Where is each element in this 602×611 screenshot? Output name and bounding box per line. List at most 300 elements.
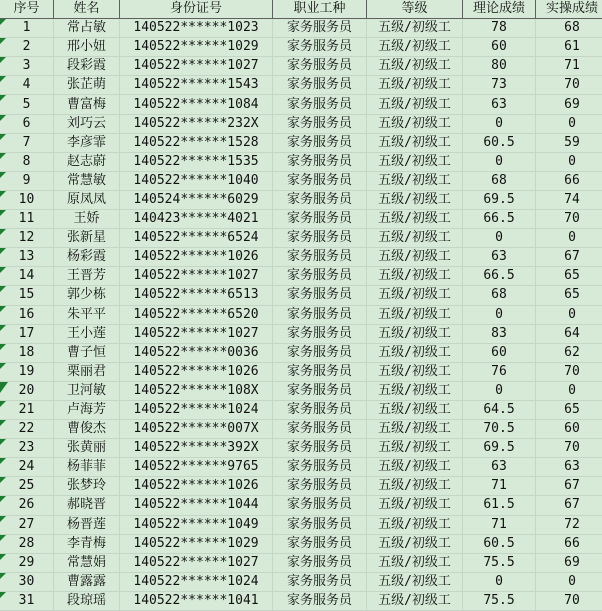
error-indicator-triangle-icon bbox=[0, 516, 6, 522]
serial-cell[interactable] bbox=[0, 553, 54, 572]
practical-score-cell[interactable]: 0 bbox=[536, 305, 602, 324]
level-cell[interactable]: 五级/初级工 bbox=[367, 152, 463, 171]
occupation-cell[interactable]: 家务服务员 bbox=[273, 267, 367, 286]
occupation-cell[interactable]: 家务服务员 bbox=[273, 400, 367, 419]
theory-score-cell[interactable]: 66.5 bbox=[463, 210, 536, 229]
serial-text: 29 bbox=[19, 555, 35, 570]
level-cell[interactable]: 五级/初级工 bbox=[367, 553, 463, 572]
serial-text: 4 bbox=[23, 77, 31, 92]
serial-cell[interactable] bbox=[0, 572, 54, 591]
table-row bbox=[0, 76, 602, 95]
theory-score-cell[interactable]: 66.5 bbox=[463, 267, 536, 286]
table-row bbox=[0, 190, 602, 209]
level-cell[interactable]: 五级/初级工 bbox=[367, 133, 463, 152]
serial-cell[interactable] bbox=[0, 133, 54, 152]
table-row bbox=[0, 400, 602, 419]
serial-cell[interactable] bbox=[0, 381, 54, 400]
practical-score-cell[interactable]: 0 bbox=[536, 114, 602, 133]
serial-text: 12 bbox=[19, 230, 35, 245]
serial-cell[interactable] bbox=[0, 190, 54, 209]
error-indicator-triangle-icon bbox=[0, 420, 6, 426]
level-cell[interactable]: 五级/初级工 bbox=[367, 210, 463, 229]
theory-score-cell[interactable]: 75.5 bbox=[463, 591, 536, 610]
occupation-cell[interactable]: 家务服务员 bbox=[273, 76, 367, 95]
name-cell[interactable]: 曹俊杰 bbox=[54, 420, 120, 439]
occupation-cell[interactable]: 家务服务员 bbox=[273, 362, 367, 381]
serial-cell[interactable] bbox=[0, 286, 54, 305]
serial-cell[interactable] bbox=[0, 477, 54, 496]
practical-score-cell[interactable]: 67 bbox=[536, 496, 602, 515]
table-row bbox=[0, 381, 602, 400]
theory-score-cell[interactable]: 80 bbox=[463, 57, 536, 76]
theory-score-cell[interactable]: 69.5 bbox=[463, 190, 536, 209]
name-cell[interactable]: 郭少栋 bbox=[54, 286, 120, 305]
level-cell[interactable]: 五级/初级工 bbox=[367, 439, 463, 458]
level-cell[interactable]: 五级/初级工 bbox=[367, 362, 463, 381]
theory-score-cell[interactable]: 71 bbox=[463, 477, 536, 496]
serial-cell[interactable] bbox=[0, 152, 54, 171]
serial-cell[interactable] bbox=[0, 534, 54, 553]
level-cell[interactable]: 五级/初级工 bbox=[367, 400, 463, 419]
table-row bbox=[0, 38, 602, 57]
theory-score-cell[interactable]: 63 bbox=[463, 95, 536, 114]
practical-score-cell[interactable]: 60 bbox=[536, 420, 602, 439]
practical-score-cell[interactable]: 0 bbox=[536, 229, 602, 248]
id-number-cell[interactable]: 140522******1535 bbox=[120, 152, 273, 171]
theory-score-cell[interactable]: 70.5 bbox=[463, 420, 536, 439]
theory-score-cell[interactable]: 75.5 bbox=[463, 553, 536, 572]
theory-score-cell[interactable]: 60.5 bbox=[463, 534, 536, 553]
practical-score-cell[interactable]: 67 bbox=[536, 477, 602, 496]
id-number-cell[interactable]: 140522******007X bbox=[120, 420, 273, 439]
column-header-theory-score[interactable]: 理论成绩 bbox=[463, 0, 536, 19]
occupation-cell[interactable]: 家务服务员 bbox=[273, 458, 367, 477]
serial-text: 16 bbox=[19, 307, 35, 322]
column-header-id-number[interactable]: 身份证号 bbox=[120, 0, 273, 19]
occupation-cell[interactable]: 家务服务员 bbox=[273, 248, 367, 267]
id-number-cell[interactable]: 140522******1084 bbox=[120, 95, 273, 114]
error-indicator-triangle-icon bbox=[0, 286, 6, 292]
name-cell[interactable]: 王娇 bbox=[54, 210, 120, 229]
practical-score-cell[interactable]: 70 bbox=[536, 591, 602, 610]
id-number-cell[interactable]: 140522******6513 bbox=[120, 286, 273, 305]
occupation-cell[interactable]: 家务服务员 bbox=[273, 114, 367, 133]
serial-text: 11 bbox=[19, 211, 35, 226]
serial-text: 7 bbox=[23, 135, 31, 150]
level-cell[interactable]: 五级/初级工 bbox=[367, 496, 463, 515]
name-cell[interactable]: 曹露露 bbox=[54, 572, 120, 591]
name-cell[interactable]: 杨彩霞 bbox=[54, 248, 120, 267]
table-row bbox=[0, 439, 602, 458]
name-cell[interactable]: 杨菲菲 bbox=[54, 458, 120, 477]
practical-score-cell[interactable]: 66 bbox=[536, 534, 602, 553]
theory-score-cell[interactable]: 69.5 bbox=[463, 439, 536, 458]
serial-text: 15 bbox=[19, 287, 35, 302]
practical-score-cell[interactable]: 69 bbox=[536, 553, 602, 572]
occupation-cell[interactable]: 家务服务员 bbox=[273, 57, 367, 76]
occupation-cell[interactable]: 家务服务员 bbox=[273, 19, 367, 38]
serial-cell[interactable] bbox=[0, 210, 54, 229]
occupation-cell[interactable]: 家务服务员 bbox=[273, 439, 367, 458]
level-cell[interactable]: 五级/初级工 bbox=[367, 515, 463, 534]
serial-cell[interactable] bbox=[0, 496, 54, 515]
serial-text: 18 bbox=[19, 345, 35, 360]
serial-cell[interactable] bbox=[0, 305, 54, 324]
name-cell[interactable]: 李彦霏 bbox=[54, 133, 120, 152]
practical-score-cell[interactable]: 71 bbox=[536, 57, 602, 76]
serial-cell[interactable] bbox=[0, 248, 54, 267]
practical-score-cell[interactable]: 0 bbox=[536, 572, 602, 591]
serial-text: 3 bbox=[23, 58, 31, 73]
serial-text: 2 bbox=[23, 39, 31, 54]
level-cell[interactable]: 五级/初级工 bbox=[367, 572, 463, 591]
practical-score-cell[interactable]: 74 bbox=[536, 190, 602, 209]
occupation-cell[interactable]: 家务服务员 bbox=[273, 229, 367, 248]
occupation-cell[interactable]: 家务服务员 bbox=[273, 95, 367, 114]
theory-score-cell[interactable]: 0 bbox=[463, 305, 536, 324]
practical-score-cell[interactable]: 69 bbox=[536, 95, 602, 114]
name-cell[interactable]: 常慧娟 bbox=[54, 553, 120, 572]
header-row bbox=[0, 0, 602, 19]
level-cell[interactable]: 五级/初级工 bbox=[367, 267, 463, 286]
theory-score-cell[interactable]: 71 bbox=[463, 515, 536, 534]
id-number-cell[interactable]: 140522******9765 bbox=[120, 458, 273, 477]
name-cell[interactable]: 原凤凤 bbox=[54, 190, 120, 209]
theory-score-cell[interactable]: 0 bbox=[463, 114, 536, 133]
id-number-cell[interactable]: 140522******1026 bbox=[120, 248, 273, 267]
id-number-cell[interactable]: 140522******1044 bbox=[120, 496, 273, 515]
name-cell[interactable]: 张新星 bbox=[54, 229, 120, 248]
column-header-occupation[interactable]: 职业工种 bbox=[273, 0, 367, 19]
occupation-cell[interactable]: 家务服务员 bbox=[273, 477, 367, 496]
level-cell[interactable]: 五级/初级工 bbox=[367, 171, 463, 190]
theory-score-cell[interactable]: 63 bbox=[463, 248, 536, 267]
name-cell[interactable]: 王晋芳 bbox=[54, 267, 120, 286]
practical-score-cell[interactable]: 72 bbox=[536, 515, 602, 534]
practical-score-cell[interactable]: 68 bbox=[536, 19, 602, 38]
error-indicator-triangle-icon bbox=[0, 19, 6, 25]
theory-score-cell[interactable]: 78 bbox=[463, 19, 536, 38]
serial-text: 5 bbox=[23, 97, 31, 112]
name-cell[interactable]: 李青梅 bbox=[54, 534, 120, 553]
error-indicator-triangle-icon bbox=[0, 496, 6, 502]
error-indicator-triangle-icon bbox=[0, 38, 6, 44]
occupation-cell[interactable]: 家务服务员 bbox=[273, 210, 367, 229]
theory-score-cell[interactable]: 0 bbox=[463, 381, 536, 400]
id-number-cell[interactable]: 140522******6524 bbox=[120, 229, 273, 248]
table-row bbox=[0, 267, 602, 286]
id-number-cell[interactable]: 140522******1026 bbox=[120, 477, 273, 496]
serial-cell[interactable] bbox=[0, 267, 54, 286]
level-cell[interactable]: 五级/初级工 bbox=[367, 324, 463, 343]
table-row bbox=[0, 229, 602, 248]
level-cell[interactable]: 五级/初级工 bbox=[367, 76, 463, 95]
occupation-cell[interactable]: 家务服务员 bbox=[273, 381, 367, 400]
practical-score-cell[interactable]: 65 bbox=[536, 286, 602, 305]
practical-score-cell[interactable]: 70 bbox=[536, 210, 602, 229]
table-row bbox=[0, 591, 602, 610]
level-cell[interactable]: 五级/初级工 bbox=[367, 38, 463, 57]
practical-score-cell[interactable]: 67 bbox=[536, 248, 602, 267]
practical-score-cell[interactable]: 65 bbox=[536, 267, 602, 286]
id-number-cell[interactable]: 140522******1041 bbox=[120, 591, 273, 610]
serial-cell[interactable] bbox=[0, 57, 54, 76]
error-indicator-triangle-icon bbox=[0, 344, 6, 350]
id-number-cell[interactable]: 140522******1027 bbox=[120, 324, 273, 343]
theory-score-cell[interactable]: 0 bbox=[463, 229, 536, 248]
name-cell[interactable]: 邢小妞 bbox=[54, 38, 120, 57]
error-indicator-triangle-icon bbox=[0, 535, 6, 541]
occupation-cell[interactable]: 家务服务员 bbox=[273, 286, 367, 305]
table-row bbox=[0, 324, 602, 343]
id-number-cell[interactable]: 140522******1027 bbox=[120, 267, 273, 286]
level-cell[interactable]: 五级/初级工 bbox=[367, 229, 463, 248]
name-cell[interactable]: 张黄丽 bbox=[54, 439, 120, 458]
name-cell[interactable]: 常占敏 bbox=[54, 19, 120, 38]
error-indicator-triangle-icon bbox=[0, 134, 6, 140]
name-cell[interactable]: 刘巧云 bbox=[54, 114, 120, 133]
occupation-cell[interactable]: 家务服务员 bbox=[273, 190, 367, 209]
occupation-cell[interactable]: 家务服务员 bbox=[273, 133, 367, 152]
table-row bbox=[0, 57, 602, 76]
error-indicator-triangle-icon bbox=[0, 76, 6, 82]
id-number-cell[interactable]: 140522******1024 bbox=[120, 572, 273, 591]
id-number-cell[interactable]: 140522******1027 bbox=[120, 57, 273, 76]
theory-score-cell[interactable]: 83 bbox=[463, 324, 536, 343]
serial-cell[interactable] bbox=[0, 19, 54, 38]
serial-text: 24 bbox=[19, 459, 35, 474]
id-number-cell[interactable]: 140524******6029 bbox=[120, 190, 273, 209]
level-cell[interactable]: 五级/初级工 bbox=[367, 19, 463, 38]
occupation-cell[interactable]: 家务服务员 bbox=[273, 324, 367, 343]
id-number-cell[interactable]: 140522******1029 bbox=[120, 534, 273, 553]
id-number-cell[interactable]: 140423******4021 bbox=[120, 210, 273, 229]
serial-cell[interactable] bbox=[0, 76, 54, 95]
practical-score-cell[interactable]: 0 bbox=[536, 381, 602, 400]
level-cell[interactable]: 五级/初级工 bbox=[367, 381, 463, 400]
error-indicator-triangle-icon bbox=[0, 554, 6, 560]
table-row bbox=[0, 553, 602, 572]
id-number-cell[interactable]: 140522******1023 bbox=[120, 19, 273, 38]
serial-cell[interactable] bbox=[0, 95, 54, 114]
practical-score-cell[interactable]: 70 bbox=[536, 439, 602, 458]
error-indicator-triangle-icon bbox=[0, 458, 6, 464]
level-cell[interactable]: 五级/初级工 bbox=[367, 248, 463, 267]
level-cell[interactable]: 五级/初级工 bbox=[367, 343, 463, 362]
id-number-cell[interactable]: 140522******1543 bbox=[120, 76, 273, 95]
column-header-name[interactable]: 姓名 bbox=[54, 0, 120, 19]
table-body bbox=[0, 19, 602, 611]
serial-text: 19 bbox=[19, 364, 35, 379]
id-number-cell[interactable]: 140522******6520 bbox=[120, 305, 273, 324]
id-number-cell[interactable]: 140522******1029 bbox=[120, 38, 273, 57]
practical-score-cell[interactable]: 63 bbox=[536, 458, 602, 477]
table-row bbox=[0, 515, 602, 534]
theory-score-cell[interactable]: 68 bbox=[463, 171, 536, 190]
error-indicator-triangle-icon bbox=[0, 115, 6, 121]
table-row bbox=[0, 477, 602, 496]
error-indicator-triangle-icon bbox=[0, 172, 6, 178]
table-row bbox=[0, 114, 602, 133]
name-cell[interactable]: 张芷萌 bbox=[54, 76, 120, 95]
theory-score-cell[interactable]: 64.5 bbox=[463, 400, 536, 419]
level-cell[interactable]: 五级/初级工 bbox=[367, 534, 463, 553]
error-indicator-triangle-icon bbox=[0, 477, 6, 483]
occupation-cell[interactable]: 家务服务员 bbox=[273, 591, 367, 610]
table-row bbox=[0, 171, 602, 190]
column-header-serial[interactable]: 序号 bbox=[0, 0, 54, 19]
serial-cell[interactable] bbox=[0, 515, 54, 534]
name-cell[interactable]: 张梦玲 bbox=[54, 477, 120, 496]
table-row bbox=[0, 286, 602, 305]
occupation-cell[interactable]: 家务服务员 bbox=[273, 38, 367, 57]
error-indicator-triangle-icon bbox=[0, 592, 6, 598]
name-cell[interactable]: 栗丽君 bbox=[54, 362, 120, 381]
serial-cell[interactable] bbox=[0, 38, 54, 57]
serial-cell[interactable] bbox=[0, 229, 54, 248]
id-number-cell[interactable]: 140522******1027 bbox=[120, 553, 273, 572]
name-cell[interactable]: 卢海芳 bbox=[54, 400, 120, 419]
occupation-cell[interactable]: 家务服务员 bbox=[273, 572, 367, 591]
practical-score-cell[interactable]: 61 bbox=[536, 38, 602, 57]
occupation-cell[interactable]: 家务服务员 bbox=[273, 515, 367, 534]
serial-text: 20 bbox=[19, 383, 35, 398]
serial-cell[interactable] bbox=[0, 420, 54, 439]
error-indicator-triangle-icon bbox=[0, 439, 6, 445]
serial-cell[interactable] bbox=[0, 171, 54, 190]
occupation-cell[interactable]: 家务服务员 bbox=[273, 534, 367, 553]
level-cell[interactable]: 五级/初级工 bbox=[367, 95, 463, 114]
theory-score-cell[interactable]: 60.5 bbox=[463, 133, 536, 152]
theory-score-cell[interactable]: 0 bbox=[463, 572, 536, 591]
occupation-cell[interactable]: 家务服务员 bbox=[273, 343, 367, 362]
serial-cell[interactable] bbox=[0, 400, 54, 419]
name-cell[interactable]: 朱平平 bbox=[54, 305, 120, 324]
level-cell[interactable]: 五级/初级工 bbox=[367, 591, 463, 610]
serial-cell[interactable] bbox=[0, 343, 54, 362]
error-indicator-triangle-icon bbox=[0, 153, 6, 159]
serial-cell[interactable] bbox=[0, 324, 54, 343]
practical-score-cell[interactable]: 65 bbox=[536, 400, 602, 419]
serial-cell[interactable] bbox=[0, 458, 54, 477]
serial-text: 28 bbox=[19, 536, 35, 551]
id-number-cell[interactable]: 140522******1049 bbox=[120, 515, 273, 534]
serial-cell[interactable] bbox=[0, 362, 54, 381]
serial-text: 13 bbox=[19, 249, 35, 264]
occupation-cell[interactable]: 家务服务员 bbox=[273, 420, 367, 439]
table-row bbox=[0, 343, 602, 362]
theory-score-cell[interactable]: 73 bbox=[463, 76, 536, 95]
serial-text: 26 bbox=[19, 497, 35, 512]
id-number-cell[interactable]: 140522******1528 bbox=[120, 133, 273, 152]
error-indicator-triangle-icon bbox=[0, 382, 8, 393]
id-number-cell[interactable]: 140522******232X bbox=[120, 114, 273, 133]
practical-score-cell[interactable]: 62 bbox=[536, 343, 602, 362]
theory-score-cell[interactable]: 0 bbox=[463, 152, 536, 171]
name-cell[interactable]: 杨晋莲 bbox=[54, 515, 120, 534]
theory-score-cell[interactable]: 60 bbox=[463, 38, 536, 57]
serial-text: 6 bbox=[23, 116, 31, 131]
practical-score-cell[interactable]: 0 bbox=[536, 152, 602, 171]
error-indicator-triangle-icon bbox=[0, 573, 6, 579]
level-cell[interactable]: 五级/初级工 bbox=[367, 57, 463, 76]
serial-cell[interactable] bbox=[0, 114, 54, 133]
practical-score-cell[interactable]: 70 bbox=[536, 362, 602, 381]
level-cell[interactable]: 五级/初级工 bbox=[367, 477, 463, 496]
theory-score-cell[interactable]: 61.5 bbox=[463, 496, 536, 515]
occupation-cell[interactable]: 家务服务员 bbox=[273, 171, 367, 190]
practical-score-cell[interactable]: 66 bbox=[536, 171, 602, 190]
occupation-cell[interactable]: 家务服务员 bbox=[273, 305, 367, 324]
level-cell[interactable]: 五级/初级工 bbox=[367, 114, 463, 133]
table-row bbox=[0, 19, 602, 38]
occupation-cell[interactable]: 家务服务员 bbox=[273, 152, 367, 171]
table-row bbox=[0, 152, 602, 171]
id-number-cell[interactable]: 140522******0036 bbox=[120, 343, 273, 362]
occupation-cell[interactable]: 家务服务员 bbox=[273, 496, 367, 515]
error-indicator-triangle-icon bbox=[0, 325, 6, 331]
id-number-cell[interactable]: 140522******108X bbox=[120, 381, 273, 400]
error-indicator-triangle-icon bbox=[0, 191, 6, 197]
serial-text: 9 bbox=[23, 173, 31, 188]
id-number-cell[interactable]: 140522******1040 bbox=[120, 171, 273, 190]
level-cell[interactable]: 五级/初级工 bbox=[367, 286, 463, 305]
column-header-practical-score[interactable]: 实操成绩 bbox=[536, 0, 602, 19]
id-number-cell[interactable]: 140522******392X bbox=[120, 439, 273, 458]
table-row bbox=[0, 95, 602, 114]
theory-score-cell[interactable]: 63 bbox=[463, 458, 536, 477]
name-cell[interactable]: 王小莲 bbox=[54, 324, 120, 343]
practical-score-cell[interactable]: 64 bbox=[536, 324, 602, 343]
theory-score-cell[interactable]: 60 bbox=[463, 343, 536, 362]
serial-cell[interactable] bbox=[0, 439, 54, 458]
table-row bbox=[0, 133, 602, 152]
name-cell[interactable]: 郝晓晋 bbox=[54, 496, 120, 515]
error-indicator-triangle-icon bbox=[0, 95, 6, 101]
id-number-cell[interactable]: 140522******1026 bbox=[120, 362, 273, 381]
name-cell[interactable]: 常慧敏 bbox=[54, 171, 120, 190]
level-cell[interactable]: 五级/初级工 bbox=[367, 190, 463, 209]
serial-cell[interactable] bbox=[0, 591, 54, 610]
level-cell[interactable]: 五级/初级工 bbox=[367, 305, 463, 324]
serial-text: 31 bbox=[19, 593, 35, 608]
practical-score-cell[interactable]: 59 bbox=[536, 133, 602, 152]
theory-score-cell[interactable]: 76 bbox=[463, 362, 536, 381]
name-cell[interactable]: 段彩霞 bbox=[54, 57, 120, 76]
theory-score-cell[interactable]: 68 bbox=[463, 286, 536, 305]
name-cell[interactable]: 曹子恒 bbox=[54, 343, 120, 362]
serial-text: 10 bbox=[19, 192, 35, 207]
serial-text: 21 bbox=[19, 402, 35, 417]
id-number-cell[interactable]: 140522******1024 bbox=[120, 400, 273, 419]
serial-text: 25 bbox=[19, 478, 35, 493]
column-header-level[interactable]: 等级 bbox=[367, 0, 463, 19]
serial-text: 23 bbox=[19, 440, 35, 455]
name-cell[interactable]: 段琼瑶 bbox=[54, 591, 120, 610]
table-row bbox=[0, 248, 602, 267]
level-cell[interactable]: 五级/初级工 bbox=[367, 458, 463, 477]
name-cell[interactable]: 曹富梅 bbox=[54, 95, 120, 114]
error-indicator-triangle-icon bbox=[0, 306, 6, 312]
occupation-cell[interactable]: 家务服务员 bbox=[273, 553, 367, 572]
table-row bbox=[0, 362, 602, 381]
level-cell[interactable]: 五级/初级工 bbox=[367, 420, 463, 439]
name-cell[interactable]: 赵志蔚 bbox=[54, 152, 120, 171]
name-cell[interactable]: 卫河敏 bbox=[54, 381, 120, 400]
practical-score-cell[interactable]: 70 bbox=[536, 76, 602, 95]
error-indicator-triangle-icon bbox=[0, 210, 6, 216]
serial-text: 22 bbox=[19, 421, 35, 436]
